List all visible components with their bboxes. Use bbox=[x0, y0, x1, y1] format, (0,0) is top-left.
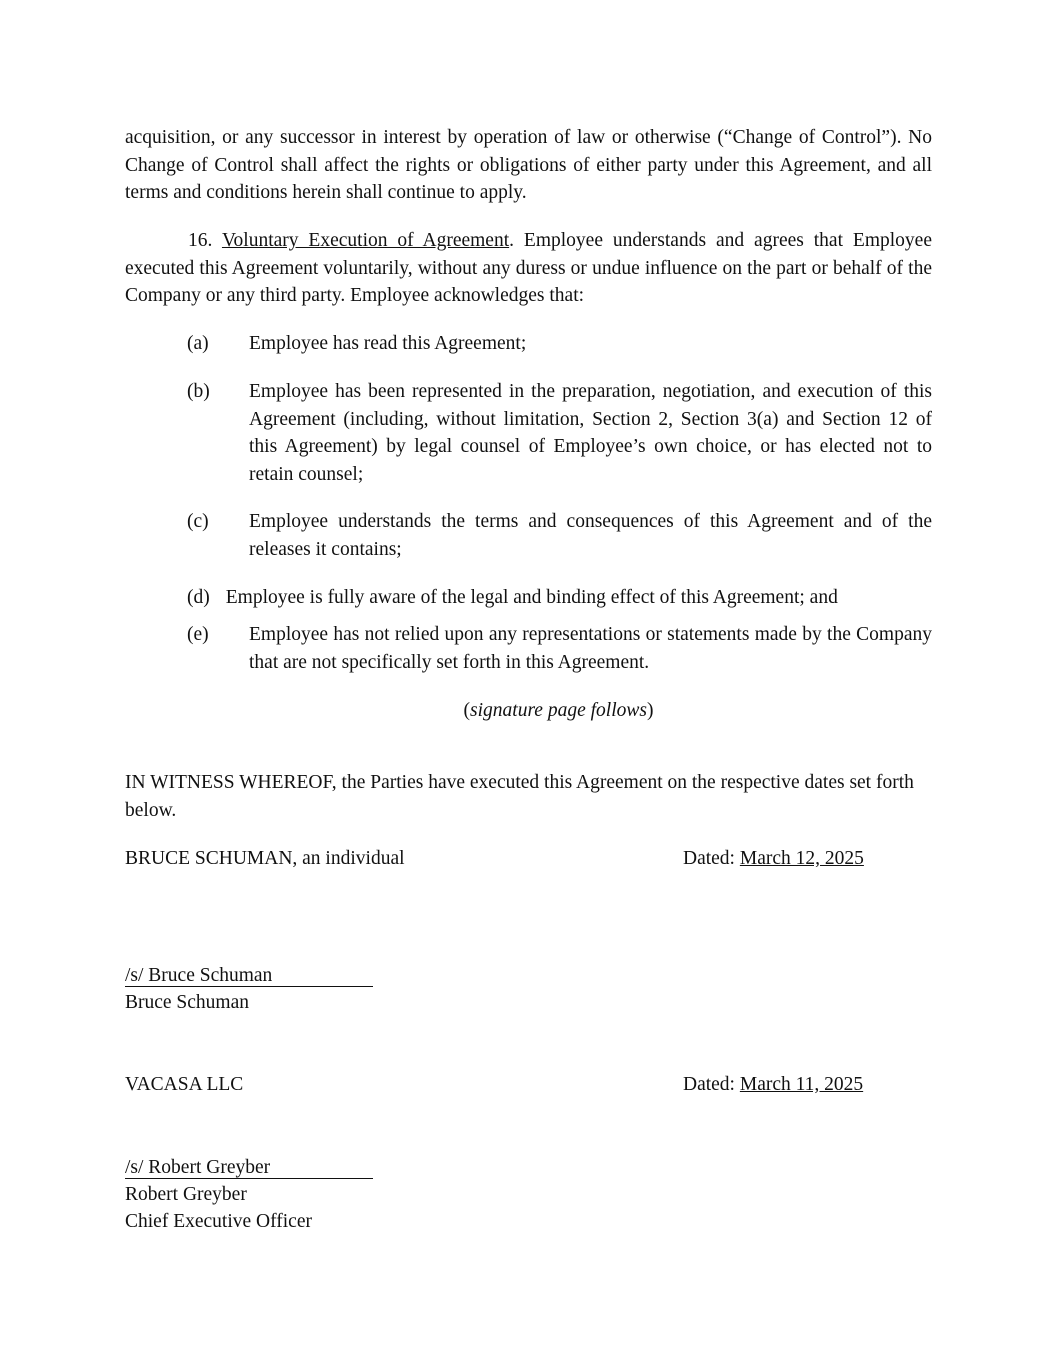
note-text: signature page follows bbox=[470, 700, 647, 721]
item-e-label: (e) bbox=[187, 624, 209, 645]
party-2-date: March 11, 2025 bbox=[739, 1074, 864, 1095]
item-b-label: (b) bbox=[187, 381, 210, 402]
section-16-heading: Voluntary Execution of Agreement bbox=[221, 230, 510, 251]
item-d-row bbox=[187, 584, 838, 612]
item-e-text: Employee has not relied upon any representations or statements made by the Company that are not specifically set forth in this Agreement. bbox=[249, 624, 932, 673]
item-c-text: Employee understands the terms and consequences of this Agreement and of the releases it contains; bbox=[249, 511, 932, 560]
item-b-text: Employee has been represented in the preparation, negotiation, and execution of this Agreement (including, without limitation, Section 2, Section 3(a) and Section 12 of this Agreement) by legal counsel of Employee’s own choice, or has elected not to retain counsel; bbox=[249, 381, 932, 485]
party-2-dated-label: Dated: bbox=[683, 1074, 740, 1095]
witness-clause: IN WITNESS WHEREOF, the Parties have executed this Agreement on the respective dates set forth below. bbox=[125, 772, 914, 821]
party-2-name: VACASA LLC bbox=[125, 1074, 244, 1095]
item-d-label: (d) bbox=[187, 587, 210, 608]
party-2-dated bbox=[683, 1071, 863, 1099]
continued-paragraph: acquisition, or any successor in interest by operation of law or otherwise (“Change of Control”). No Change of Control shall affect the rights or obligations of either party under this Agreement, and all terms and conditions herein shall continue to apply. bbox=[125, 127, 932, 203]
section-16-paragraph bbox=[125, 227, 932, 310]
item-a-text: Employee has read this Agreement; bbox=[249, 333, 527, 354]
party-2-signature: /s/ Robert Greyber bbox=[125, 1157, 373, 1179]
item-c-label: (c) bbox=[187, 511, 209, 532]
note-open-paren: ( bbox=[463, 700, 471, 721]
party-1-signature: /s/ Bruce Schuman bbox=[125, 965, 373, 987]
item-d-text: Employee is fully aware of the legal and binding effect of this Agreement; and bbox=[225, 587, 838, 608]
party-1-dated bbox=[683, 845, 864, 873]
party-2-signature-line bbox=[125, 1154, 373, 1182]
party-2-printed-name: Robert Greyber bbox=[125, 1184, 247, 1205]
party-1-date: March 12, 2025 bbox=[739, 848, 864, 869]
note-close-paren: ) bbox=[646, 700, 654, 721]
party-2-title: Chief Executive Officer bbox=[125, 1211, 312, 1232]
party-1-dated-label: Dated: bbox=[683, 848, 740, 869]
signature-page-note bbox=[0, 697, 1055, 725]
section-16-body: . Employee understands and agrees that Employee executed this Agreement voluntarily, without any duress or undue influence on the part or behalf of the Company or any third party. Employee acknowledges that: bbox=[125, 230, 932, 306]
party-1-printed-name: Bruce Schuman bbox=[125, 992, 250, 1013]
party-1-name: BRUCE SCHUMAN, an individual bbox=[125, 848, 405, 869]
item-a-label: (a) bbox=[187, 333, 209, 354]
party-1-signature-line bbox=[125, 962, 373, 990]
section-16-number: 16. bbox=[188, 230, 213, 251]
